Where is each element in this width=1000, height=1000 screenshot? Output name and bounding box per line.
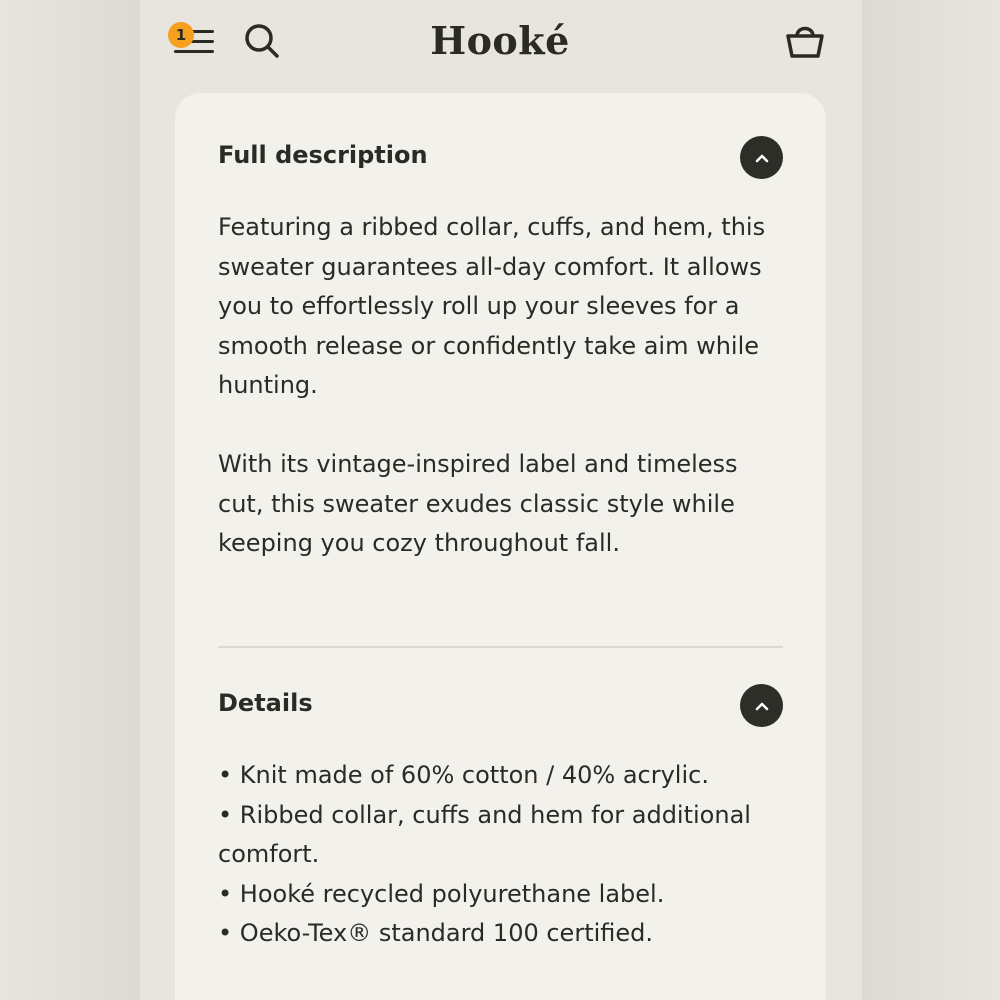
details-title: Details: [218, 689, 313, 717]
search-icon[interactable]: [244, 22, 280, 60]
list-item: • Knit made of 60% cotton / 40% acrylic.: [218, 756, 778, 796]
left-backdrop: [0, 0, 140, 1000]
cart-count-badge: 1: [168, 22, 194, 48]
list-item: • Ribbed collar, cuffs and hem for additional comfort.: [218, 796, 778, 875]
brand-logo[interactable]: Hooké: [430, 18, 570, 63]
section-divider: [218, 646, 783, 648]
product-info-card: [175, 93, 826, 1000]
details-list: [218, 756, 778, 954]
phone-screen: [140, 0, 862, 1000]
description-paragraph: With its vintage-inspired label and timeless cut, this sweater exudes classic style while keeping you cozy throughout fall.: [218, 450, 738, 558]
list-item: • Hooké recycled polyurethane label.: [218, 875, 778, 915]
details-toggle-button[interactable]: [740, 684, 783, 727]
site-header: [140, 0, 862, 92]
full-description-toggle-button[interactable]: [740, 136, 783, 179]
full-description-title: Full description: [218, 141, 428, 169]
chevron-up-icon: [754, 152, 770, 164]
description-paragraph: Featuring a ribbed collar, cuffs, and hem, this sweater guarantees all-day comfort. It allows you to effortlessly roll up your sleeves for a smooth release or confidently take aim while hunting.: [218, 213, 766, 400]
chevron-up-icon: [754, 700, 770, 712]
basket-icon[interactable]: [784, 20, 826, 60]
list-item: • Oeko-Tex® standard 100 certified.: [218, 914, 778, 954]
right-backdrop: [860, 0, 1000, 1000]
